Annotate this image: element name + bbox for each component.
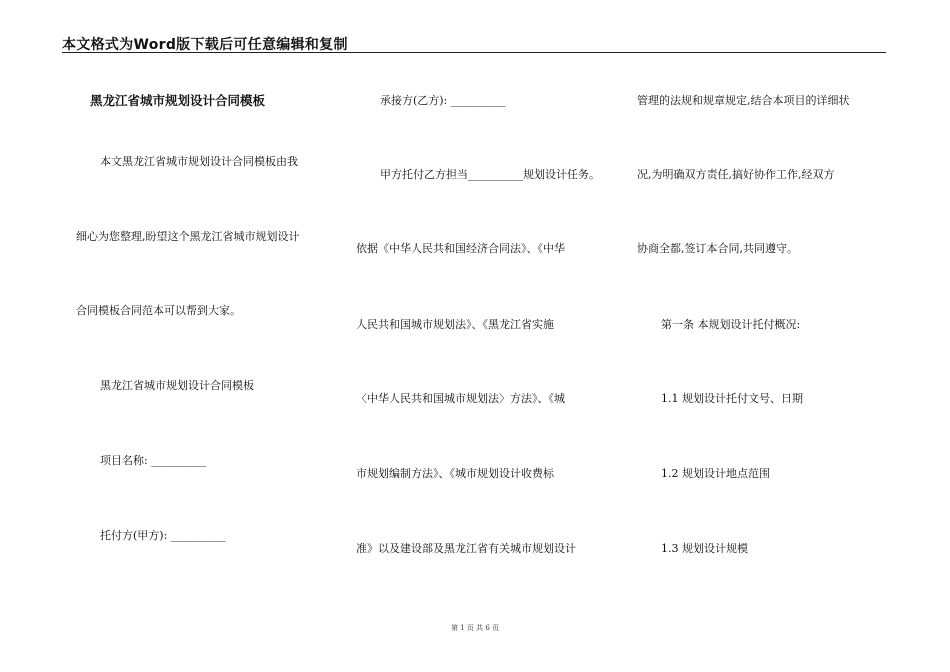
- document-title: 黑龙江省城市规划设计合同模板: [90, 93, 266, 108]
- document-banner: 本文格式为Word版下载后可任意编辑和复制: [62, 37, 348, 53]
- paragraph-line: 〈中华人民共和国城市规划法〉方法》、《城: [356, 392, 565, 405]
- paragraph-line: 准》以及建设部及黑龙江省有关城市规划设计: [356, 542, 576, 555]
- text-column-1: [76, 0, 336, 672]
- paragraph-line: 合同模板合同范本可以帮到大家。: [76, 304, 241, 317]
- paragraph-line: 依据《中华人民共和国经济合同法》、《中华: [356, 242, 565, 255]
- paragraph-line: 人民共和国城市规划法》、《黑龙江省实施: [356, 318, 554, 331]
- paragraph-line: 黑龙江省城市规划设计合同模板: [100, 379, 254, 392]
- text-column-3: [637, 0, 897, 672]
- paragraph-line: 市规划编制方法》、《城市规划设计收费标: [356, 467, 554, 480]
- paragraph-line: 本文黑龙江省城市规划设计合同模板由我: [100, 155, 298, 168]
- paragraph-line: 细心为您整理,盼望这个黑龙江省城市规划设计: [76, 230, 300, 243]
- paragraph-line: 协商全都,签订本合同,共同遵守。: [637, 242, 798, 255]
- page-indicator: 第 1 页 共 6 页: [450, 624, 500, 632]
- party-b-field: 承接方(乙方): __________: [380, 94, 506, 107]
- paragraph-line: 管理的法规和规章规定,结合本项目的详细状: [637, 94, 850, 107]
- text-column-2: [356, 0, 616, 672]
- paragraph-line: 甲方托付乙方担当__________规划设计任务。: [380, 168, 600, 181]
- clause-item: 1.3 规划设计规模: [661, 542, 748, 555]
- paragraph-line: 况,为明确双方责任,搞好协作工作,经双方: [637, 168, 835, 181]
- article-heading: 第一条 本规划设计托付概况:: [661, 318, 801, 331]
- clause-item: 1.2 规划设计地点范围: [661, 467, 770, 480]
- clause-item: 1.1 规划设计托付文号、日期: [661, 392, 803, 405]
- project-name-field: 项目名称: __________: [100, 454, 207, 467]
- party-a-field: 托付方(甲方): __________: [100, 529, 226, 542]
